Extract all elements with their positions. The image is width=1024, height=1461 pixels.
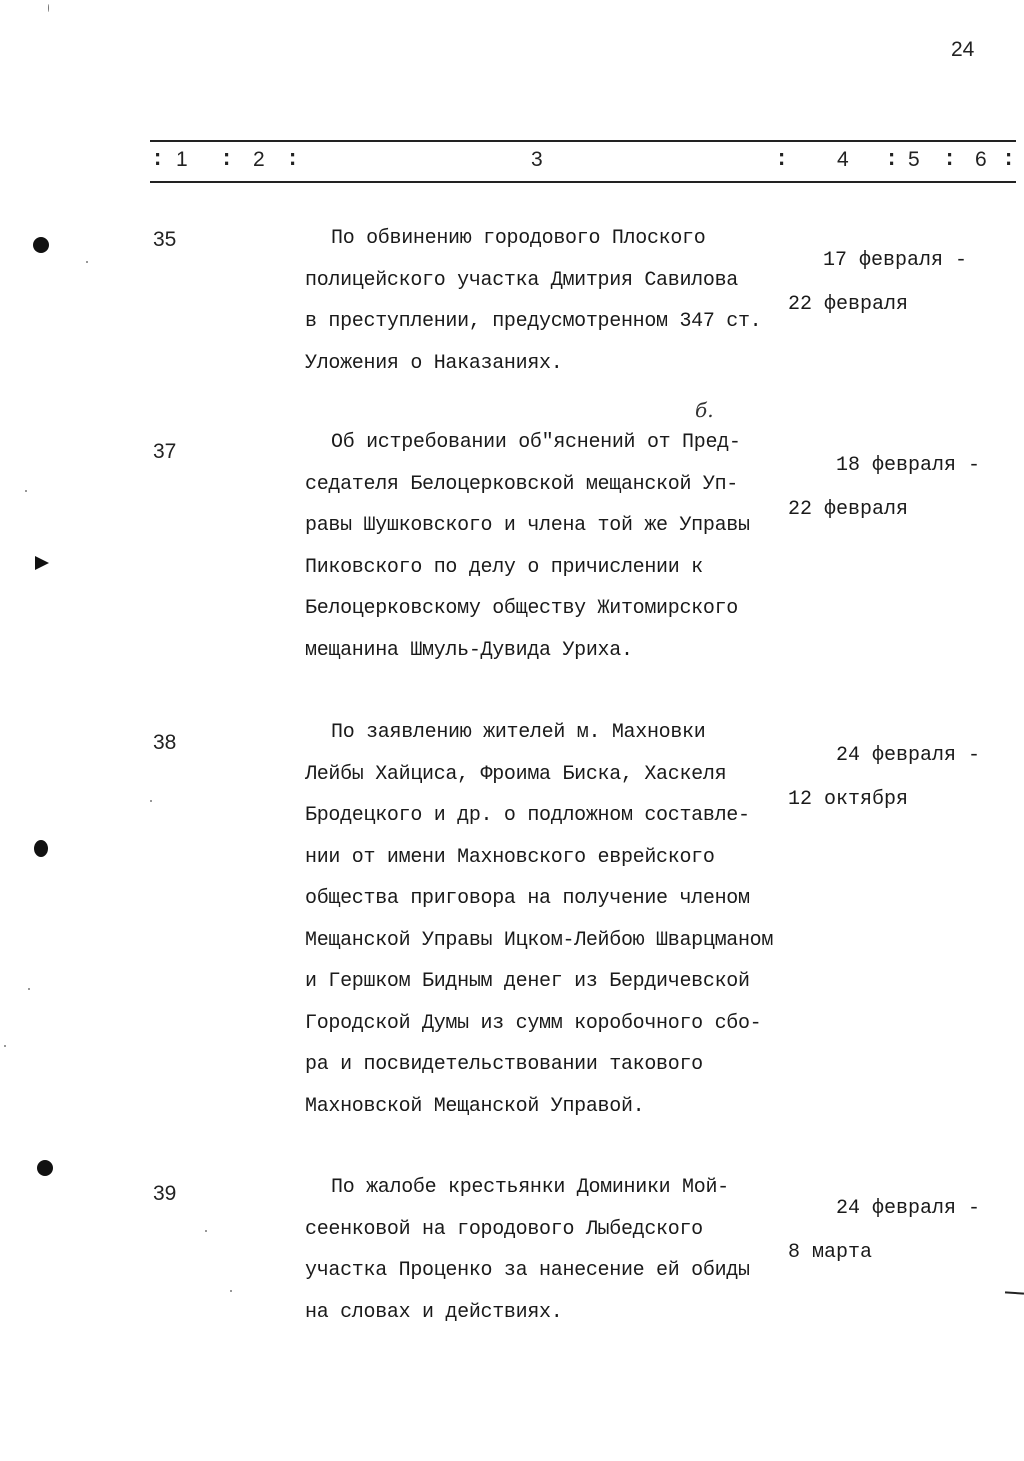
header-rule-top	[150, 140, 1016, 142]
scan-speck	[230, 1290, 232, 1292]
date-from: 24 февраля -	[836, 1197, 981, 1220]
entry-number: 37	[153, 440, 177, 463]
entry-line: Об истребовании об"яснений от Пред-	[331, 431, 741, 454]
entry-line: Бродецкого и др. о подложном составле-	[305, 804, 750, 827]
column-separator: :	[220, 147, 234, 172]
punch-hole-icon	[34, 840, 48, 857]
scan-speck	[28, 988, 30, 990]
entry-dates	[788, 433, 980, 565]
scan-speck	[25, 490, 27, 492]
column-header-5: 5	[908, 148, 920, 171]
entry-line: в преступлении, предусмотренном 347 ст.	[305, 310, 762, 333]
date-to: 12 октября	[788, 788, 909, 811]
date-from: 18 февраля -	[836, 454, 981, 477]
entry-number: 39	[153, 1182, 177, 1205]
column-separator: :	[286, 147, 300, 172]
date-to: 22 февраля	[788, 293, 909, 316]
punch-hole-icon	[33, 237, 49, 253]
column-separator: :	[943, 147, 957, 172]
entry-line: Городской Думы из сумм коробочного сбо-	[305, 1011, 762, 1035]
entry-line: сеенковой на городового Лыбедского	[305, 1217, 703, 1241]
entry-line: общества приговора на получение членом	[305, 887, 750, 910]
column-separator: :	[151, 147, 165, 172]
column-separator: :	[775, 147, 789, 172]
entry-line: По жалобе крестьянки Доминики Мой-	[331, 1176, 729, 1199]
entry-line: нии от имени Махновского еврейского	[305, 845, 715, 869]
page-number: 24	[951, 38, 975, 61]
entry-line: Лейбы Хайциса, Фроима Биска, Хаскеля	[305, 762, 727, 786]
entry-description	[305, 1167, 825, 1333]
column-header-3: 3	[531, 148, 543, 171]
scan-speck	[86, 261, 88, 263]
date-from: 24 февраля -	[836, 744, 981, 767]
edge-mark	[1005, 1291, 1024, 1294]
scan-speck	[4, 1045, 6, 1047]
entry-line: ра и посвидетельствовании такового	[305, 1053, 703, 1076]
header-rule-bottom	[150, 181, 1016, 183]
column-separator: :	[885, 147, 899, 172]
entry-line: равы Шушковского и члена той же Управы	[305, 514, 750, 537]
column-header-1: 1	[176, 148, 188, 171]
entry-line: участка Проценко за нанесение ей обиды	[305, 1259, 750, 1282]
scan-speck	[205, 1230, 207, 1232]
handwritten-annotation: б.	[695, 398, 714, 422]
entry-number: 35	[153, 228, 177, 251]
entry-dates	[788, 723, 980, 855]
column-header-2: 2	[253, 148, 265, 171]
scan-speck	[48, 4, 49, 12]
column-header-6: 6	[975, 148, 987, 171]
entry-line: По заявлению жителей м. Махновки	[331, 721, 706, 744]
entry-line: и Гершком Бидным денег из Бердичевской	[305, 970, 750, 993]
entry-line: По обвинению городового Плоского	[331, 227, 706, 250]
entry-line: на словах и действиях.	[305, 1300, 563, 1324]
entry-line: Уложения о Наказаниях.	[305, 351, 563, 375]
entry-line: мещанина Шмуль-Дувида Уриха.	[305, 638, 633, 662]
column-header-4: 4	[837, 148, 849, 171]
entry-line: Пиковского по делу о причислении к	[305, 555, 703, 579]
date-to: 8 марта	[788, 1241, 873, 1264]
entry-number: 38	[153, 731, 177, 754]
date-to: 22 февраля	[788, 498, 909, 521]
entry-dates	[775, 228, 967, 360]
entry-description	[305, 712, 825, 1127]
entry-line: Белоцерковскому обществу Житомирского	[305, 597, 738, 620]
punch-hole-icon	[37, 1160, 53, 1176]
scan-speck	[150, 800, 152, 802]
entry-line: Мещанской Управы Ицком-Лейбою Шварцманом	[305, 928, 774, 952]
entry-line: Махновской Мещанской Управой.	[305, 1094, 645, 1118]
punch-hole-icon	[35, 556, 49, 570]
date-from: 17 февраля -	[823, 249, 968, 272]
entry-line: седателя Белоцерковской мещанской Уп-	[305, 472, 738, 496]
column-separator: :	[1002, 147, 1016, 172]
entry-dates	[788, 1176, 980, 1308]
entry-description	[305, 422, 825, 671]
entry-description	[305, 218, 825, 384]
entry-line: полицейского участка Дмитрия Савилова	[305, 268, 738, 292]
